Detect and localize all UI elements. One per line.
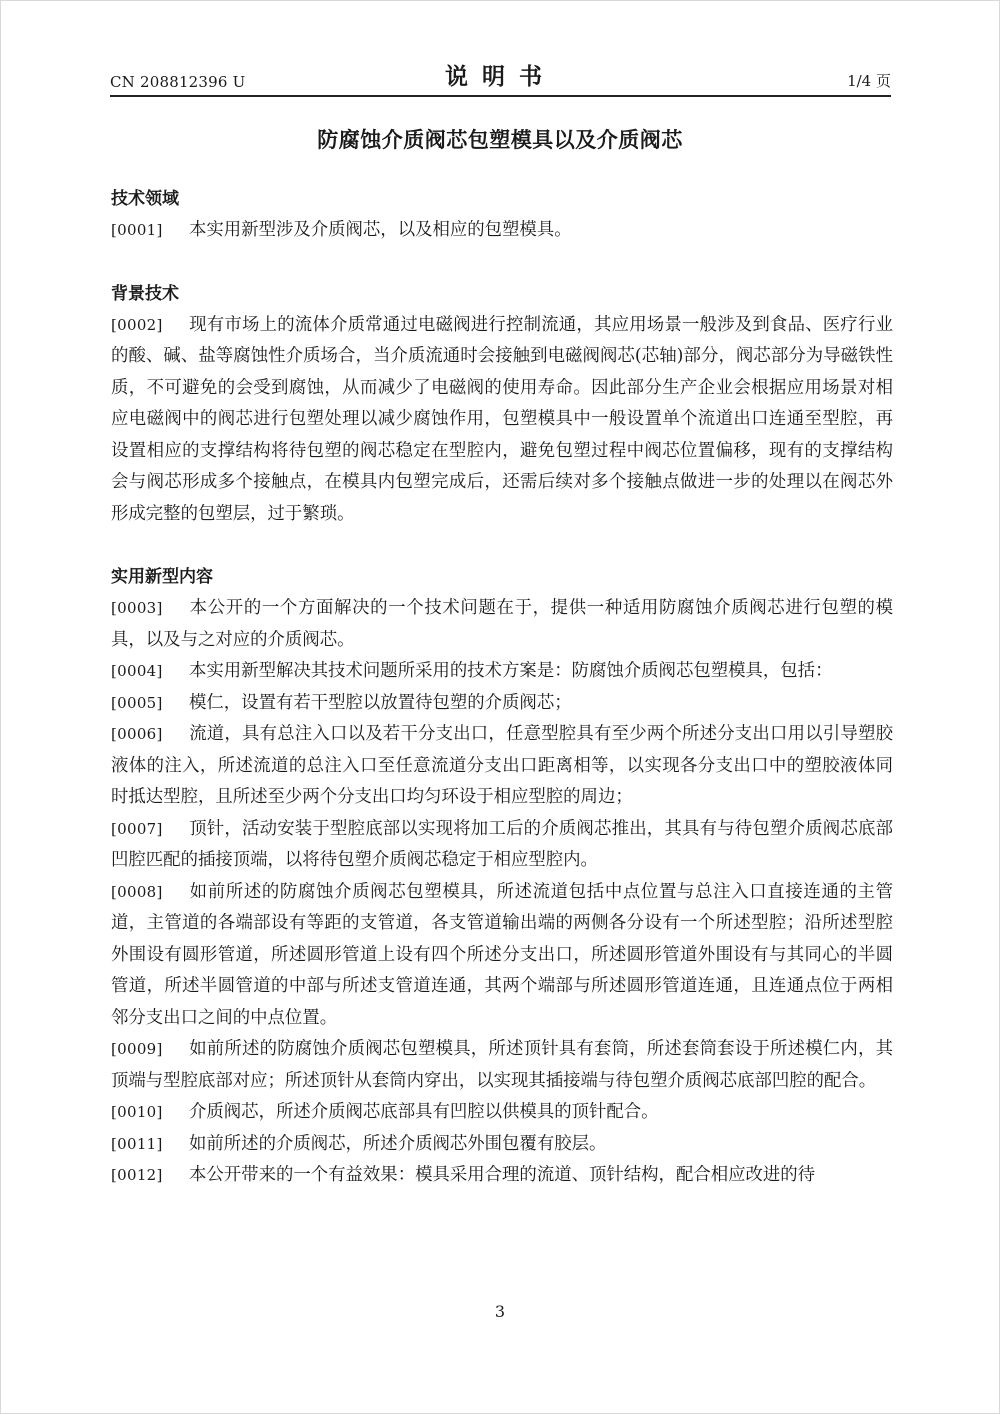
paragraph-0003: [111, 593, 893, 656]
paragraph-text: 顶针，活动安装于型腔底部以实现将加工后的介质阀芯推出，其具有与待包塑介质阀芯底部凹腔匹配的插接顶端，以将待包塑介质阀芯稳定于相应型腔内。: [111, 818, 893, 870]
paragraph-number: [0002]: [111, 315, 163, 334]
paragraph-text: 本公开带来的一个有益效果：模具采用合理的流道、顶针结构，配合相应改进的待: [189, 1165, 816, 1185]
paragraph-text: 本实用新型涉及介质阀芯，以及相应的包塑模具。: [189, 220, 572, 240]
paragraph-number: [0008]: [111, 882, 163, 901]
paragraph-number: [0012]: [111, 1166, 163, 1184]
page-indicator: 1/4 页: [847, 72, 891, 90]
paragraph-0010: [111, 1097, 893, 1129]
section-heading-background: 背景技术: [111, 283, 179, 304]
paragraph-0001: [111, 215, 893, 247]
page-header: [110, 59, 891, 93]
paragraph-number: [0003]: [111, 599, 163, 617]
page-number: 3: [494, 1302, 506, 1321]
section-heading-technical-field: 技术领域: [111, 189, 179, 209]
paragraph-0008: [111, 877, 893, 1035]
paragraph-0009: [111, 1034, 893, 1097]
document-body: [111, 184, 893, 1192]
paragraph-text: 本实用新型解决其技术问题所采用的技术方案是：防腐蚀介质阀芯包塑模具，包括：: [189, 661, 833, 681]
paragraph-0004: [111, 656, 893, 688]
paragraph-0007: [111, 814, 893, 877]
document-type-title: 说明书: [445, 64, 556, 90]
paragraph-number: [0010]: [111, 1103, 163, 1121]
paragraph-number: [0005]: [111, 693, 163, 712]
publication-number: CN 208812396 U: [110, 73, 246, 91]
paragraph-text: 本公开的一个方面解决的一个技术问题在于，提供一种适用防腐蚀介质阀芯进行包塑的模具，以及与之对应的介质阀芯。: [111, 598, 893, 650]
paragraph-0006: [111, 719, 893, 814]
paragraph-number: [0006]: [111, 725, 163, 743]
paragraph-0012: [111, 1160, 893, 1192]
paragraph-text: 如前所述的防腐蚀介质阀芯包塑模具，所述顶针具有套筒，所述套筒套设于所述模仁内，其顶端与型腔底部对应；所述顶针从套筒内穿出，以实现其插接端与待包塑介质阀芯底部凹腔的配合。: [111, 1039, 893, 1091]
paragraph-text: 如前所述的介质阀芯，所述介质阀芯外围包覆有胶层。: [189, 1133, 607, 1154]
paragraph-text: 模仁，设置有若干型腔以放置待包塑的介质阀芯；: [189, 692, 572, 713]
paragraph-text: 流道，具有总注入口以及若干分支出口，任意型腔具有至少两个所述分支出口用以引导塑胶液体的注入，所述流道的总注入口至任意流道分支出口距离相等，以实现各分支出口中的塑胶液体同时抵达型腔，且所述至少两个分支出口均匀环设于相应型腔的周边；: [111, 724, 893, 807]
paragraph-0011: [111, 1129, 893, 1161]
document-title: 防腐蚀介质阀芯包塑模具以及介质阀芯: [317, 128, 683, 152]
paragraph-number: [0001]: [111, 221, 163, 239]
section-heading-utility-content: 实用新型内容: [111, 567, 213, 587]
paragraph-number: [0009]: [111, 1040, 163, 1058]
paragraph-0005: [111, 688, 893, 720]
paragraph-text: 如前所述的防腐蚀介质阀芯包塑模具，所述流道包括中点位置与总注入口直接连通的主管道，主管道的各端部设有等距的支管道，各支管道输出端的两侧各分设有一个所述型腔；沿所述型腔外围设有圆形管道，所述圆形管道上设有四个所述分支出口，所述圆形管道外围设有与其同心的半圆管道，所述半圆管道的中部与所述支管道连通，其两个端部与所述圆形管道连通，且连通点位于两相邻分支出口之间的中点位置。: [111, 881, 893, 1028]
paragraph-text: 现有市场上的流体介质常通过电磁阀进行控制流通，其应用场景一般涉及到食品、医疗行业的酸、碱、盐等腐蚀性介质场合，当介质流通时会接触到电磁阀阀芯(芯轴)部分，阀芯部分为导磁铁性质，不可避免的会受到腐蚀，从而减少了电磁阀的使用寿命。因此部分生产企业会根据应用场景对相应电磁阀中的阀芯进行包塑处理以减少腐蚀作用，包塑模具中一般设置单个流道出口连通至型腔，再设置相应的支撑结构将待包塑的阀芯稳定在型腔内，避免包塑过程中阀芯位置偏移，现有的支撑结构会与阀芯形成多个接触点，在模具内包塑完成后，还需后续对多个接触点做进一步的处理以在阀芯外形成完整的包塑层，过于繁琐。: [111, 314, 893, 524]
paragraph-number: [0011]: [111, 1134, 163, 1153]
paragraph-text: 介质阀芯，所述介质阀芯底部具有凹腔以供模具的顶针配合。: [189, 1102, 659, 1122]
paragraph-0002: [111, 310, 893, 531]
header-divider: [110, 95, 891, 97]
paragraph-number: [0004]: [111, 662, 163, 680]
paragraph-number: [0007]: [111, 819, 163, 838]
